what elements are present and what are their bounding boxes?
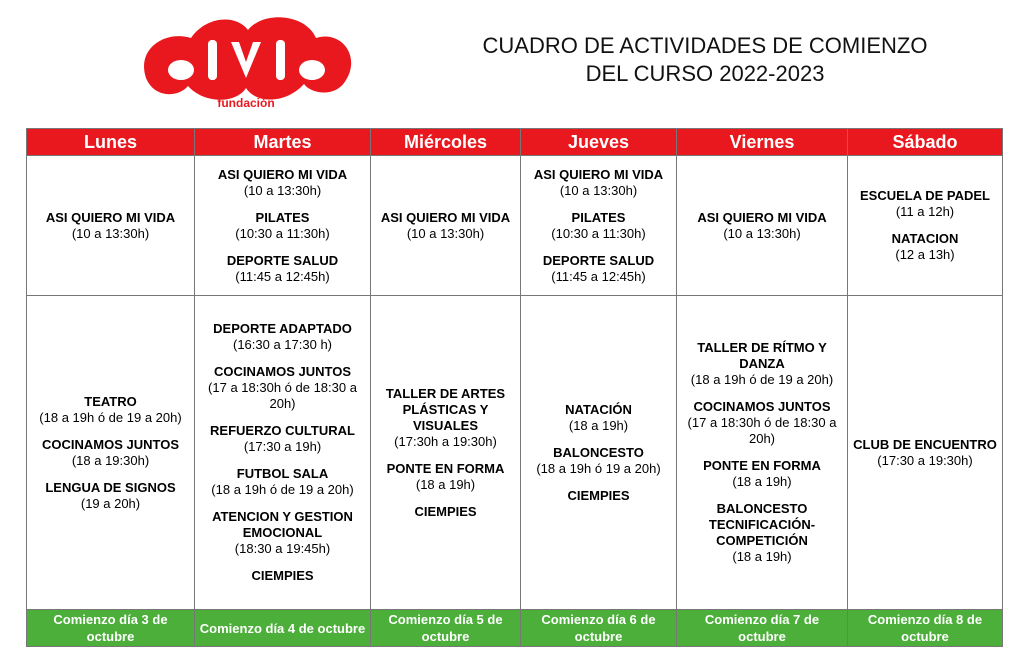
activity-time: (11:45 a 12:45h): [235, 268, 330, 284]
morning-activities-cell: [848, 156, 1003, 296]
start-date: Comienzo día 8 de octubre: [848, 610, 1003, 647]
activity: [525, 445, 672, 477]
activity: [199, 253, 366, 285]
activity: [852, 437, 998, 469]
activity-time: (18:30 a 19:45h): [234, 541, 331, 556]
day-header: Sábado: [848, 129, 1003, 156]
day-header: Martes: [195, 129, 371, 156]
activity-time: (12 a 13h): [895, 247, 955, 262]
activity-time: (18 a 19h): [732, 549, 792, 564]
morning-row: [27, 156, 1003, 296]
morning-activities-cell: [677, 156, 848, 296]
afternoon-activities-cell: [521, 296, 677, 610]
activity: [681, 501, 843, 565]
activity-name: DEPORTE SALUD: [226, 252, 339, 268]
activity-time: (18 a 19h): [415, 476, 476, 492]
activity-name: TALLER DE ARTES PLÁSTICAS Y VISUALES: [385, 385, 506, 433]
start-date: Comienzo día 4 de octubre: [195, 610, 371, 647]
activity-time: (10 a 13:30h): [406, 225, 485, 241]
activity: [31, 210, 190, 242]
activity: [199, 321, 366, 353]
activity-name: DEPORTE ADAPTADO: [213, 321, 352, 336]
activity: [681, 210, 843, 242]
activity-time: (11:45 a 12:45h): [551, 268, 646, 284]
activity-name: ASI QUIERO MI VIDA: [533, 166, 664, 182]
day-header: Jueves: [521, 129, 677, 156]
activity: [852, 188, 998, 220]
start-date: Comienzo día 7 de octubre: [677, 610, 848, 647]
activity-name: TEATRO: [84, 393, 137, 409]
activity-name: PILATES: [255, 209, 310, 225]
activity-time: (17 a 18:30h ó de 18:30 a 20h): [208, 380, 357, 411]
activity-name: COCINAMOS JUNTOS: [693, 399, 831, 414]
title-line-2: DEL CURSO 2022-2023: [585, 61, 825, 86]
activity-name: ASI QUIERO MI VIDA: [380, 209, 511, 225]
activity-time: (11 a 12h): [895, 204, 955, 219]
activity-name: PONTE EN FORMA: [703, 458, 821, 473]
morning-activities-cell: [27, 156, 195, 296]
activity: [525, 488, 672, 504]
afternoon-activities-cell: [27, 296, 195, 610]
activity-time: (16:30 a 17:30 h): [232, 337, 333, 352]
activity-name: ASI QUIERO MI VIDA: [45, 209, 176, 225]
page-title: [420, 32, 990, 88]
activity: [525, 210, 672, 242]
activity: [199, 167, 366, 199]
activity-time: (10:30 a 11:30h): [551, 225, 646, 241]
morning-activities-cell: [371, 156, 521, 296]
activity: [31, 480, 190, 512]
activity-time: (18 a 19h): [568, 417, 629, 433]
activity: [199, 509, 366, 557]
activity-name: CIEMPIES: [414, 503, 477, 519]
activity: [681, 340, 843, 388]
morning-activities-cell: [195, 156, 371, 296]
activity: [852, 231, 998, 263]
activity: [375, 504, 516, 520]
aviva-fundacion-logo: [136, 8, 356, 112]
day-header: Miércoles: [371, 129, 521, 156]
activity-time: (18 a 19h ó 19 a 20h): [536, 460, 661, 476]
start-date: Comienzo día 5 de octubre: [371, 610, 521, 647]
activity-name: REFUERZO CULTURAL: [210, 423, 355, 438]
activity-time: (18 a 19:30h): [71, 452, 150, 468]
activity: [681, 399, 843, 447]
activity-time: (10 a 13:30h): [723, 225, 801, 241]
activity: [375, 461, 516, 493]
activity: [31, 394, 190, 426]
afternoon-activities-cell: [677, 296, 848, 610]
activity-time: (17 a 18:30h ó de 18:30 a 20h): [687, 415, 837, 446]
morning-activities-cell: [521, 156, 677, 296]
afternoon-activities-cell: [371, 296, 521, 610]
activity-name: ATENCION Y GESTION EMOCIONAL: [212, 509, 353, 540]
activity-name: LENGUA DE SIGNOS: [45, 479, 176, 495]
days-header-row: [27, 129, 1003, 156]
schedule-table: [26, 128, 1003, 647]
activity-name: DEPORTE SALUD: [542, 252, 655, 268]
activity-name: PILATES: [571, 209, 626, 225]
activity-name: ESCUELA DE PADEL: [859, 188, 990, 203]
activity-time: (10 a 13:30h): [71, 225, 150, 241]
activity-name: ASI QUIERO MI VIDA: [217, 166, 348, 182]
activity-name: TALLER DE RÍTMO Y DANZA: [697, 340, 827, 371]
activity-name: PONTE EN FORMA: [386, 460, 505, 476]
activity: [681, 458, 843, 490]
start-date: Comienzo día 6 de octubre: [521, 610, 677, 647]
activity: [199, 568, 366, 584]
day-header: Viernes: [677, 129, 848, 156]
activity-time: (17:30 a 19h): [243, 439, 322, 454]
activity-time: (17:30 a 19:30h): [877, 452, 973, 468]
activity-name: NATACIÓN: [565, 401, 632, 417]
activity-name: ASI QUIERO MI VIDA: [697, 209, 827, 225]
start-dates-row: [27, 610, 1003, 647]
activity-name: COCINAMOS JUNTOS: [214, 364, 351, 379]
activity-name: CIEMPIES: [251, 568, 314, 583]
activity-time: (18 a 19h): [732, 474, 792, 489]
activity-time: (18 a 19h ó de 19 a 20h): [690, 372, 834, 387]
activity-name: BALONCESTO: [553, 444, 644, 460]
activity: [199, 210, 366, 242]
activity: [199, 364, 366, 412]
activity-name: CIEMPIES: [567, 487, 630, 503]
title-line-1: CUADRO DE ACTIVIDADES DE COMIENZO: [482, 33, 928, 58]
activity: [375, 210, 516, 242]
activity-name: FUTBOL SALA: [236, 466, 329, 481]
activity-time: (18 a 19h ó de 19 a 20h): [39, 409, 182, 425]
activity-time: (10 a 13:30h): [243, 182, 322, 198]
activity-name: CLUB DE ENCUENTRO: [853, 436, 997, 452]
afternoon-activities-cell: [195, 296, 371, 610]
logo-subtitle: fundación: [217, 96, 275, 110]
activity: [375, 386, 516, 450]
activity: [199, 466, 366, 498]
activity: [199, 423, 366, 455]
day-header: Lunes: [27, 129, 195, 156]
afternoon-activities-cell: [848, 296, 1003, 610]
activity-time: (18 a 19h ó de 19 a 20h): [211, 482, 354, 497]
activity-name: NATACION: [891, 231, 959, 246]
activity: [31, 437, 190, 469]
activity-name: BALONCESTO TECNIFICACIÓN-COMPETICIÓN: [708, 501, 816, 548]
start-date: Comienzo día 3 de octubre: [27, 610, 195, 647]
activity: [525, 253, 672, 285]
activity-time: (10:30 a 11:30h): [235, 225, 330, 241]
activity: [525, 402, 672, 434]
activity-time: (10 a 13:30h): [559, 182, 638, 198]
activity-name: COCINAMOS JUNTOS: [42, 436, 179, 452]
activity-time: (17:30h a 19:30h): [394, 433, 497, 449]
activity-time: (19 a 20h): [80, 495, 141, 511]
afternoon-row: [27, 296, 1003, 610]
activity: [525, 167, 672, 199]
